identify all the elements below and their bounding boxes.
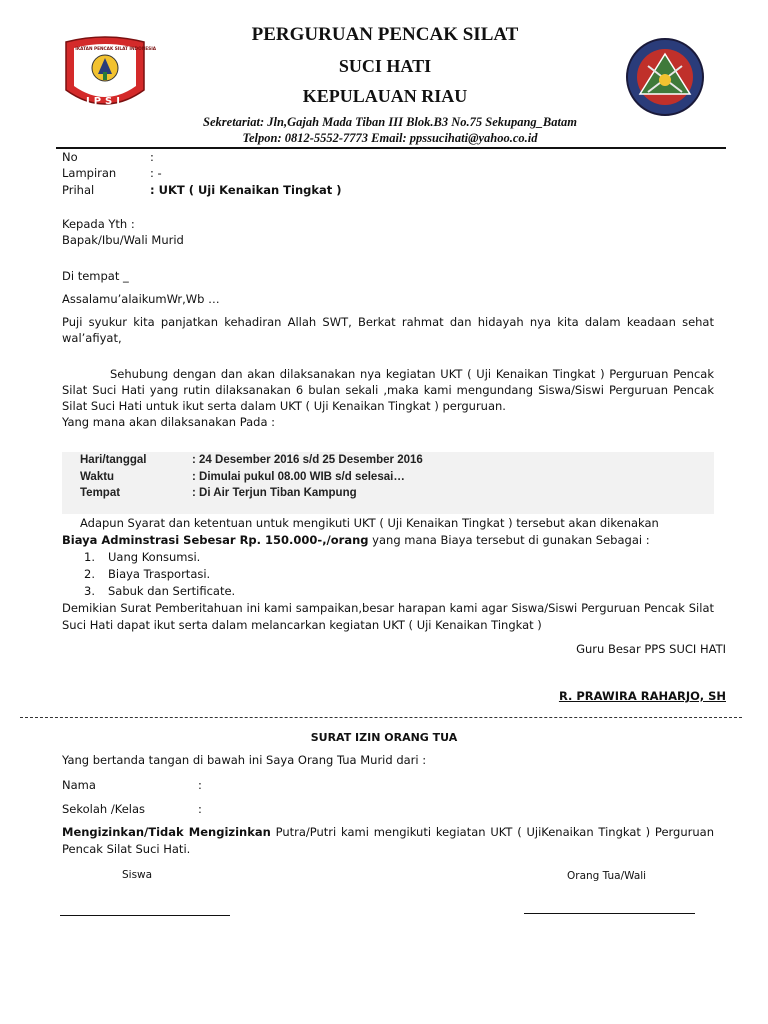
no-label: No: [62, 150, 78, 164]
schedule-row: [80, 454, 423, 466]
schedule-row: [80, 471, 405, 483]
lampiran-label: Lampiran: [62, 166, 117, 180]
cut-line: [20, 717, 742, 718]
paragraph-1: Puji syukur kita panjatkan kehadiran Allah SWT, Berkat rahmat dan hidayah nya kita dalam keadaan sehat wal’afiyat,: [62, 315, 714, 345]
suci-hati-emblem: [620, 36, 710, 118]
ipsi-logo-caption: IPSI: [86, 96, 124, 107]
list-item: Uang Konsumsi.: [108, 550, 201, 564]
fee-rest: yang mana Biaya tersebut di gunakan Sebagai :: [368, 533, 650, 547]
recipient-name: Bapak/Ibu/Wali Murid: [62, 233, 184, 247]
no-value: :: [150, 150, 154, 164]
sekolah-label: Sekolah /Kelas: [62, 802, 145, 816]
consent-choice: Mengizinkan/Tidak Mengizinkan: [62, 825, 271, 839]
org-name: PERGURUAN PENCAK SILAT: [251, 24, 519, 45]
schedule-label: Hari/tanggal: [80, 454, 147, 466]
greeting: Assalamu’alaikumWr,Wb …: [62, 292, 220, 306]
lampiran-value: : -: [150, 166, 162, 180]
list-num: 1.: [84, 550, 95, 564]
paragraph-2: Sehubung dengan dan akan dilaksanakan nya kegiatan UKT ( Uji Kenaikan Tingkat ) Perguruan Pencak Silat Suci Hati yang rutin dilaksanakan 6 bulan sekali ,maka kami mengundang Siswa/Siswi Perguruan Pencak Silat Suci Hati untuk ikut serta dalam UKT ( Uji Kenaikan Tingkat ) perguruan.: [62, 367, 714, 413]
recipient-place: Di tempat _: [62, 269, 129, 283]
prihal-value: : UKT ( Uji Kenaikan Tingkat ): [150, 183, 342, 197]
nama-colon: :: [198, 778, 202, 792]
schedule-value: : 24 Desember 2016 s/d 25 Desember 2016: [192, 454, 423, 466]
paragraph-5: Demikian Surat Pemberitahuan ini kami sampaikan,besar harapan kami agar Siswa/Siswi Perguruan Pencak Silat Suci Hati dapat ikut serta dalam melancarkan kegiatan UKT ( Uji Kenaikan Tingkat ): [62, 601, 714, 632]
signature-name: R. PRAWIRA RAHARJO, SH: [558, 689, 726, 703]
siswa-label: Siswa: [122, 869, 153, 881]
signature-title: Guru Besar PPS SUCI HATI: [576, 642, 726, 656]
org-subname: SUCI HATI: [338, 56, 432, 76]
nama-label: Nama: [62, 778, 96, 792]
ipsi-logo-text: IKATAN PENCAK SILAT INDONESIA: [75, 46, 157, 52]
fee-amount: Biaya Adminstrasi Sebesar Rp. 150.000-,/orang: [62, 533, 369, 547]
org-region: KEPULAUAN RIAU: [302, 86, 468, 106]
consent-text: Putra/Putri kami mengikuti kegiatan UKT ( UjiKenaikan Tingkat ) Perguruan Pencak Silat Suci Hati.: [62, 825, 714, 856]
list-num: 2.: [84, 567, 95, 581]
schedule-label: Waktu: [80, 471, 115, 483]
header-divider: [56, 147, 726, 149]
org-address: Sekretariat: Jln,Gajah Mada Tiban III Blok.B3 No.75 Sekupang_Batam: [203, 115, 577, 129]
sekolah-colon: :: [198, 802, 202, 816]
paragraph-4-line1: Adapun Syarat dan ketentuan untuk mengikuti UKT ( Uji Kenaikan Tingkat ) tersebut akan dikenakan: [80, 516, 659, 530]
permit-intro: Yang bertanda tangan di bawah ini Saya Orang Tua Murid dari :: [62, 753, 427, 767]
ipsi-logo: [60, 34, 157, 114]
paragraph-4-line2: [62, 533, 650, 547]
recipient-kepada: Kepada Yth :: [62, 217, 135, 231]
paragraph-3: Yang mana akan dilaksanakan Pada :: [62, 415, 276, 429]
schedule-value: : Dimulai pukul 08.00 WIB s/d selesai…: [192, 471, 405, 483]
list-num: 3.: [84, 584, 95, 598]
schedule-label: Tempat: [80, 487, 121, 499]
wali-signature-line: [524, 913, 695, 914]
org-contact: Telpon: 0812-5552-7773 Email: ppssucihati@yahoo.co.id: [242, 131, 538, 145]
schedule-row: [80, 487, 357, 499]
emblem-graphic: [620, 36, 710, 118]
siswa-signature-line: [60, 915, 230, 916]
consent-paragraph: [62, 824, 714, 858]
list-item: Sabuk dan Sertificate.: [108, 584, 236, 598]
prihal-label: Prihal: [62, 183, 95, 197]
schedule-value: : Di Air Terjun Tiban Kampung: [192, 487, 357, 499]
list-item: Biaya Trasportasi.: [108, 567, 211, 581]
schedule-box: [62, 452, 714, 514]
permit-title: SURAT IZIN ORANG TUA: [310, 731, 458, 744]
wali-label: Orang Tua/Wali: [567, 870, 647, 882]
